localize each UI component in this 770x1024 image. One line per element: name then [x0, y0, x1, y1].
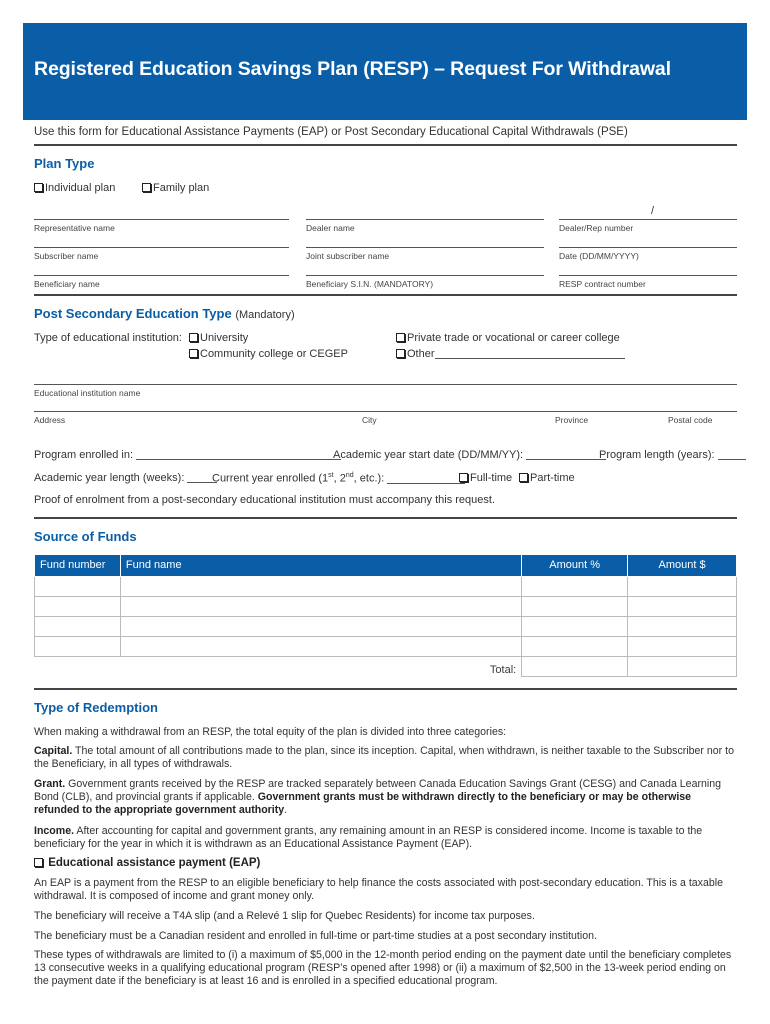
amount-percent-cell[interactable]	[522, 576, 628, 596]
dealer-rep-number-label: Dealer/Rep number	[559, 223, 634, 233]
divider	[34, 144, 737, 146]
academic-start-row: Academic year start date (DD/MM/YY):	[333, 449, 606, 461]
amount-dollar-cell[interactable]	[628, 576, 737, 596]
fund-number-cell[interactable]	[35, 616, 121, 636]
proof-notice: Proof of enrolment from a post-secondary educational institution must accompany this request.	[34, 494, 496, 506]
table-row	[35, 596, 737, 616]
current-year-field[interactable]	[387, 474, 465, 484]
postal-code-label: Postal code	[668, 415, 713, 425]
eap-paragraph-1: An EAP is a payment from the RESP to an eligible beneficiary to help finance the costs associated with post-secondary education. This is a taxable withdrawal. It is composed of income and grant money only.	[34, 877, 723, 902]
dealer-name-label: Dealer name	[306, 223, 355, 233]
eap-paragraph-4: These types of withdrawals are limited to (i) a maximum of $5,000 in the 12-month period ending on the payment date until the beneficiary completes 13 consecutive weeks in a qualifying educational program (RESP’s opened after 1998) or (ii) a maximum of $2,500 in the 13-week period ending on the payment date if the beneficiary is at least 16 and is enrolled in a specified educational program.	[34, 949, 732, 987]
dealer-rep-number-line[interactable]	[559, 219, 737, 220]
family-plan-option[interactable]: Family plan	[142, 182, 209, 194]
amount-dollar-cell[interactable]	[628, 636, 737, 656]
representative-name-line[interactable]	[34, 219, 289, 220]
source-of-funds-heading: Source of Funds	[34, 529, 137, 544]
fund-number-cell[interactable]	[35, 636, 121, 656]
subscriber-name-label: Subscriber name	[34, 251, 99, 261]
address-line[interactable]	[34, 411, 737, 412]
subscriber-name-line[interactable]	[34, 247, 289, 248]
joint-subscriber-name-label: Joint subscriber name	[306, 251, 390, 261]
full-time-option[interactable]: Full-time	[459, 472, 512, 484]
amount-percent-header: Amount %	[522, 555, 628, 576]
institution-type-label: Type of educational institution:	[34, 332, 182, 344]
fund-name-header: Fund name	[120, 555, 521, 576]
rep-number-slash: /	[651, 205, 655, 217]
checkbox-icon[interactable]	[34, 183, 43, 192]
redemption-intro: When making a withdrawal from an RESP, the total equity of the plan is divided into three categories:	[34, 726, 507, 738]
eap-option[interactable]: Educational assistance payment (EAP)	[34, 857, 260, 869]
university-option[interactable]: University	[189, 332, 248, 344]
institution-name-line[interactable]	[34, 384, 737, 385]
fund-number-cell[interactable]	[35, 596, 121, 616]
fund-name-cell[interactable]	[120, 636, 521, 656]
checkbox-icon[interactable]	[396, 349, 405, 358]
checkbox-icon[interactable]	[396, 333, 405, 342]
beneficiary-sin-line[interactable]	[306, 275, 544, 276]
total-row	[35, 656, 737, 676]
fund-name-cell[interactable]	[120, 596, 521, 616]
beneficiary-name-label: Beneficiary name	[34, 279, 100, 289]
income-paragraph: Income. After accounting for capital and government grants, any remaining amount in an RESP is considered income. Income is taxable to the beneficiary for the year in which it is withdrawn as an Educational Assistance Payment (EAP).	[34, 825, 703, 850]
plan-type-heading: Plan Type	[34, 156, 95, 171]
checkbox-icon[interactable]	[459, 473, 468, 482]
amount-percent-cell[interactable]	[522, 596, 628, 616]
fund-number-header: Fund number	[35, 555, 121, 576]
divider	[34, 517, 737, 519]
amount-percent-cell[interactable]	[522, 616, 628, 636]
total-label: Total:	[489, 664, 517, 676]
dealer-name-line[interactable]	[306, 219, 544, 220]
checkbox-icon[interactable]	[189, 349, 198, 358]
address-label: Address	[34, 415, 66, 425]
individual-plan-option[interactable]: Individual plan	[34, 182, 115, 194]
amount-dollar-header: Amount $	[628, 555, 737, 576]
private-trade-option[interactable]: Private trade or vocational or career college	[396, 332, 620, 344]
divider	[34, 294, 737, 296]
table-row	[35, 616, 737, 636]
city-label: City	[362, 415, 377, 425]
redemption-heading: Type of Redemption	[34, 700, 158, 715]
divider	[34, 688, 737, 690]
form-intro: Use this form for Educational Assistance Payments (EAP) or Post Secondary Educational Capital Withdrawals (PSE)	[34, 126, 628, 138]
fund-name-cell[interactable]	[120, 576, 521, 596]
resp-contract-number-line[interactable]	[559, 275, 737, 276]
date-line[interactable]	[559, 247, 737, 248]
part-time-option[interactable]: Part-time	[519, 472, 575, 484]
eap-paragraph-2: The beneficiary will receive a T4A slip (and a Relevé 1 slip for Quebec Residents) for income tax purposes.	[34, 910, 535, 922]
table-row	[35, 636, 737, 656]
checkbox-icon[interactable]	[142, 183, 151, 192]
table-row	[35, 576, 737, 596]
institution-name-label: Educational institution name	[34, 388, 141, 398]
amount-dollar-cell[interactable]	[628, 616, 737, 636]
program-enrolled-row: Program enrolled in:	[34, 449, 341, 461]
academic-start-field[interactable]	[526, 450, 606, 460]
funds-table	[34, 555, 737, 677]
joint-subscriber-name-line[interactable]	[306, 247, 544, 248]
college-cegep-option[interactable]: Community college or CEGEP	[189, 348, 348, 360]
checkbox-icon[interactable]	[189, 333, 198, 342]
resp-contract-number-label: RESP contract number	[559, 279, 646, 289]
representative-name-label: Representative name	[34, 223, 115, 233]
beneficiary-name-line[interactable]	[34, 275, 289, 276]
beneficiary-sin-label: Beneficiary S.I.N. (MANDATORY)	[306, 279, 434, 289]
grant-paragraph: Grant. Government grants received by the RESP are tracked separately between Canada Education Savings Grant (CESG) and Canada Learning Bond (CLB), and provincial grants if applicable. Government grants must be withdrawn directly to the beneficiary or may be otherwise refunded to the appropriate government authority.	[34, 778, 722, 816]
fund-name-cell[interactable]	[120, 616, 521, 636]
total-dollar-cell[interactable]	[628, 656, 737, 676]
pse-type-heading: Post Secondary Education Type (Mandatory)	[34, 306, 295, 321]
province-label: Province	[555, 415, 589, 425]
program-length-field[interactable]	[718, 450, 746, 460]
amount-percent-cell[interactable]	[522, 636, 628, 656]
program-enrolled-field[interactable]	[136, 450, 341, 460]
checkbox-icon[interactable]	[519, 473, 528, 482]
other-option[interactable]: Other	[396, 348, 625, 360]
academic-length-row: Academic year length (weeks):	[34, 472, 217, 484]
other-field[interactable]	[435, 349, 625, 359]
eap-paragraph-3: The beneficiary must be a Canadian resident and enrolled in full-time or part-time studies at a post secondary institution.	[34, 930, 597, 942]
funds-header-row	[35, 555, 737, 576]
date-label: Date (DD/MM/YYYY)	[559, 251, 639, 261]
program-length-row: Program length (years):	[599, 449, 746, 461]
fund-number-cell[interactable]	[35, 576, 121, 596]
capital-paragraph: Capital. The total amount of all contributions made to the plan, since its inception. Capital, when withdrawn, is neither taxable to the Subscriber nor to the Beneficiary, in all types of withdrawals.	[34, 745, 734, 770]
form-title: Registered Education Savings Plan (RESP) – Request For Withdrawal	[34, 58, 671, 80]
current-year-row: Current year enrolled (1st, 2nd, etc.):	[212, 472, 465, 485]
total-percent-cell[interactable]	[522, 656, 628, 676]
amount-dollar-cell[interactable]	[628, 596, 737, 616]
checkbox-icon[interactable]	[34, 858, 43, 867]
